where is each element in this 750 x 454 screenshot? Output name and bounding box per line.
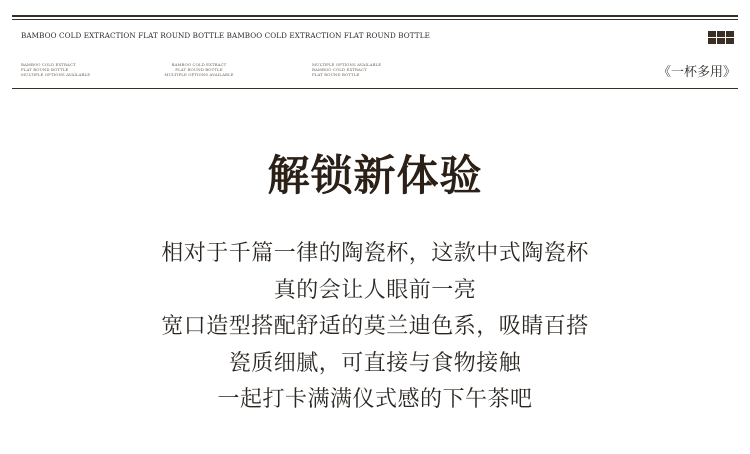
header-title: BAMBOO COLD EXTRACTION FLAT ROUND BOTTLE BAMBOO COLD EXTRACTION FLAT ROUND BOTTLE [21, 31, 430, 40]
micro-line: FLAT ROUND BOTTLE [175, 67, 223, 73]
header-top-rule [12, 15, 738, 17]
header-bottom-rule [12, 88, 738, 89]
grid-cell [708, 38, 716, 44]
grid-icon[interactable] [708, 31, 734, 45]
tagline: 《一杯多用》 [657, 65, 736, 80]
micro-caption-left [21, 62, 90, 78]
description-line: 真的会让人眼前一亮 [273, 277, 477, 303]
description-line: 一起打卡满满仪式感的下午茶吧 [217, 387, 533, 412]
micro-line: BAMBOO COLD EXTRACT [21, 62, 76, 67]
micro-line: MULTIPLE OPTIONS AVAILABLE [21, 72, 91, 78]
micro-caption-right [312, 62, 381, 78]
grid-cell [717, 31, 725, 37]
grid-cell [708, 31, 716, 37]
page-title: 解锁新体验 [267, 151, 483, 200]
micro-caption-center [158, 62, 240, 78]
micro-line: BAMBOO COLD EXTRACT [171, 62, 227, 67]
grid-cell [726, 31, 734, 37]
description-line: 瓷质细腻，可直接与食物接触 [228, 350, 522, 376]
micro-line: MULTIPLE OPTIONS AVAILABLE [164, 72, 234, 78]
micro-line: FLAT ROUND BOTTLE [21, 67, 69, 73]
micro-line: FLAT ROUND BOTTLE [312, 72, 360, 78]
description-block [0, 236, 750, 419]
description-line: 相对于千篇一律的陶瓷杯，这款中式陶瓷杯 [161, 241, 589, 266]
grid-cell [726, 38, 734, 44]
micro-line: BAMBOO COLD EXTRACT [312, 67, 367, 73]
header-top-rule-thin [12, 19, 738, 20]
micro-line: MULTIPLE OPTIONS AVAILABLE [312, 62, 382, 67]
description-line: 宽口造型搭配舒适的莫兰迪色系，吸睛百搭 [161, 314, 589, 339]
grid-cell [717, 38, 725, 44]
